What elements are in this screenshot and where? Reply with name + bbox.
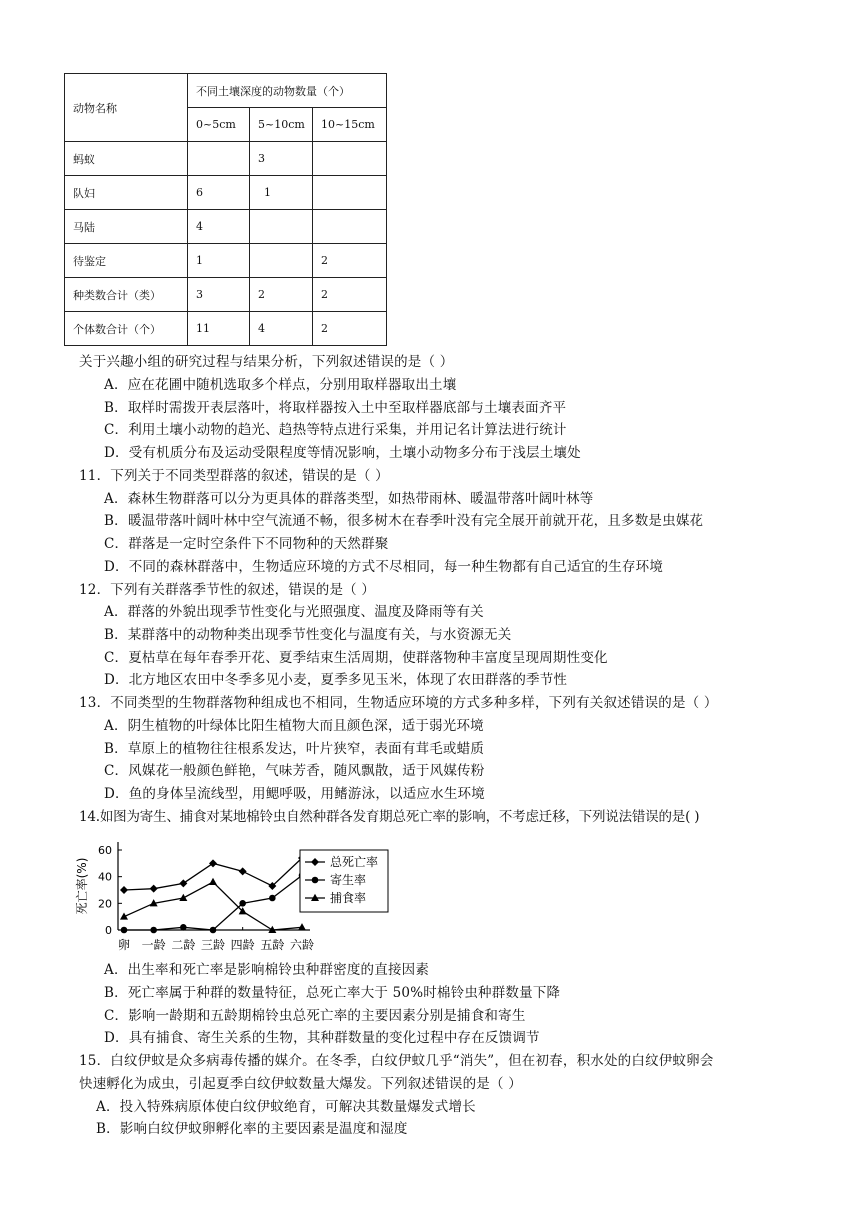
table-row: [65, 278, 387, 312]
data-point-circle: [121, 927, 128, 934]
q13-option-d: D．鱼的身体呈流线型，用鳃呼吸，用鳍游泳，以适应水生环境: [104, 786, 485, 802]
row-cell: [313, 210, 387, 244]
data-point-triangle: [179, 894, 187, 901]
q11-option-a: A．森林生物群落可以分为更具体的群落类型，如热带雨林、暖温带落叶阔叶林等: [104, 491, 594, 507]
row-cell: [313, 142, 387, 176]
data-point-circle: [180, 924, 187, 931]
q10-stem: 关于兴趣小组的研究过程与结果分析，下列叙述错误的是（ ）: [79, 354, 454, 370]
x-tick-label: 三龄: [200, 938, 226, 952]
q14-option-c: C．影响一龄期和五龄期棉铃虫总死亡率的主要因素分别是捕食和寄生: [104, 1008, 526, 1024]
row-cell: 4: [188, 210, 250, 244]
row-cell: 2: [313, 278, 387, 312]
q10-option-b: B．取样时需拨开表层落叶，将取样器按入土中至取样器底部与土壤表面齐平: [104, 400, 567, 416]
x-tick-label: 一龄: [141, 938, 166, 952]
q15-stem-line2: 快速孵化为成虫，引起夏季白纹伊蚊数量大爆发。下列叙述错误的是（ ）: [79, 1076, 522, 1092]
row-name: 种类数合计（类）: [65, 278, 188, 312]
row-cell: 2: [313, 244, 387, 278]
x-tick-label: 二龄: [171, 938, 196, 952]
q12-option-c: C．夏枯草在每年春季开花、夏季结束生活周期，使群落物种丰富度呈现周期性变化: [104, 650, 608, 666]
row-name: 队妇: [65, 176, 188, 210]
row-cell: 4: [250, 312, 313, 346]
table-row: [65, 244, 387, 278]
q15-stem-line1: 15．白纹伊蚊是众多病毒传播的媒介。在冬季，白纹伊蚊几乎“消失”，但在初春，积水处的白纹伊蚊卵会: [79, 1053, 714, 1069]
table-row: [65, 210, 387, 244]
data-point-diamond: [150, 885, 158, 893]
mortality-line-chart: [70, 830, 400, 956]
data-point-diamond: [209, 859, 217, 867]
table-row: [65, 142, 387, 176]
chart-series: [120, 854, 306, 933]
data-point-triangle: [209, 878, 217, 885]
q13-option-c: C．风媒花一般颜色鲜艳，气味芳香，随风飘散，适于风媒传粉: [104, 763, 485, 779]
row-name: 待鉴定: [65, 244, 188, 278]
row-cell: 3: [250, 142, 313, 176]
legend-marker-circle: [312, 877, 319, 884]
q12-option-b: B．某群落中的动物种类出现季节性变化与温度有关，与水资源无关: [104, 627, 512, 643]
header-animal-name: 动物名称: [65, 74, 188, 142]
legend-label: 捕食率: [330, 891, 367, 905]
q12-option-a: A．群落的外貌出现季节性变化与光照强度、温度及降雨等有关: [104, 604, 484, 620]
q11-option-c: C．群落是一定时空条件下不同物种的天然群聚: [104, 536, 389, 552]
q14-option-b: B．死亡率属于种群的数量特征，总死亡率大于 50%时棉铃虫种群数量下降: [104, 985, 561, 1001]
row-cell: 2: [250, 278, 313, 312]
row-cell: 1: [250, 176, 313, 210]
q14-stem: 14.如图为寄生、捕食对某地棉铃虫自然种群各发育期总死亡率的影响，不考虑迁移，下列说法错误的是( ): [79, 809, 700, 825]
data-point-circle: [269, 895, 276, 902]
data-point-diamond: [120, 886, 128, 894]
table-header-row: [65, 74, 387, 108]
chart-legend: [300, 850, 388, 912]
y-tick-label: 60: [98, 844, 112, 857]
q12-option-d: D．北方地区农田中冬季多见小麦，夏季多见玉米，体现了农田群落的季节性: [104, 672, 568, 688]
row-cell: [188, 142, 250, 176]
data-point-circle: [210, 927, 217, 934]
table-row: [65, 312, 387, 346]
legend-label: 总死亡率: [330, 855, 379, 869]
q11-option-b: B．暖温带落叶阔叶林中空气流通不畅，很多树木在春季叶没有完全展开前就开花，且多数是虫媒花: [104, 513, 704, 529]
y-tick-label: 20: [98, 897, 112, 911]
q13-option-a: A．阴生植物的叶绿体比阳生植物大而且颜色深，适于弱光环境: [104, 718, 484, 734]
q12-stem: 12．下列有关群落季节性的叙述，错误的是（ ）: [79, 582, 376, 598]
header-depth-0-5: 0~5cm: [188, 108, 250, 142]
row-cell: 6: [188, 176, 250, 210]
row-cell: 1: [188, 244, 250, 278]
q13-stem: 13．不同类型的生物群落物种组成也不相同，生物适应环境的方式多种多样，下列有关叙述错误的是（ ）: [79, 695, 718, 711]
q14-option-a: A．出生率和死亡率是影响棉铃虫种群密度的直接因素: [104, 962, 430, 978]
x-tick-label: 五龄: [260, 938, 285, 952]
data-point-circle: [150, 927, 157, 934]
row-cell: [250, 244, 313, 278]
header-depth-10-15: 10~15cm: [313, 108, 387, 142]
q11-option-d: D．不同的森林群落中，生物适应环境的方式不尽相同，每一种生物都有自己适宜的生存环境: [104, 559, 664, 575]
table-row: [65, 176, 387, 210]
row-name: 蚂蚁: [65, 142, 188, 176]
row-cell: [313, 176, 387, 210]
row-cell: [250, 210, 313, 244]
q10-option-a: A．应在花圃中随机选取多个样点，分别用取样器取出土壤: [104, 377, 457, 393]
data-point-diamond: [179, 879, 187, 887]
legend-label: 寄生率: [330, 873, 367, 887]
q15-option-a: A．投入特殊病原体使白纹伊蚊绝育，可解决其数量爆发式增长: [96, 1099, 476, 1115]
row-cell: 2: [313, 312, 387, 346]
x-tick-label: 六龄: [289, 938, 315, 952]
data-point-diamond: [239, 867, 247, 875]
q10-option-c: C．利用土壤小动物的趋光、趋热等特点进行采集，并用记名计算法进行统计: [104, 422, 567, 438]
chart-axes: [74, 842, 314, 952]
row-cell: 3: [188, 278, 250, 312]
row-name: 马陆: [65, 210, 188, 244]
soil-animal-table: [64, 73, 387, 346]
q11-stem: 11．下列关于不同类型群落的叙述，错误的是（ ）: [79, 468, 389, 484]
row-name: 个体数合计（个）: [65, 312, 188, 346]
q14-option-d: D．具有捕食、寄生关系的生物，其种群数量的变化过程中存在反馈调节: [104, 1030, 540, 1046]
row-cell: 11: [188, 312, 250, 346]
q15-option-b: B．影响白纹伊蚊卵孵化率的主要因素是温度和湿度: [96, 1121, 408, 1137]
q13-option-b: B．草原上的植物往往根系发达，叶片狭窄，表面有茸毛或蜡质: [104, 741, 485, 757]
data-point-circle: [239, 900, 246, 907]
q10-option-d: D．受有机质分布及运动受限程度等情况影响，土壤小动物多分布于浅层土壤处: [104, 445, 581, 461]
header-depth-group: 不同土壤深度的动物数量（个）: [188, 74, 387, 108]
x-tick-label: 卵: [117, 938, 131, 952]
y-axis-label: 死亡率(%): [75, 857, 89, 915]
x-tick-label: 四龄: [230, 938, 255, 952]
y-tick-label: 0: [105, 924, 112, 937]
y-tick-label: 40: [98, 870, 112, 884]
header-depth-5-10: 5~10cm: [250, 108, 313, 142]
data-point-triangle: [298, 923, 306, 930]
